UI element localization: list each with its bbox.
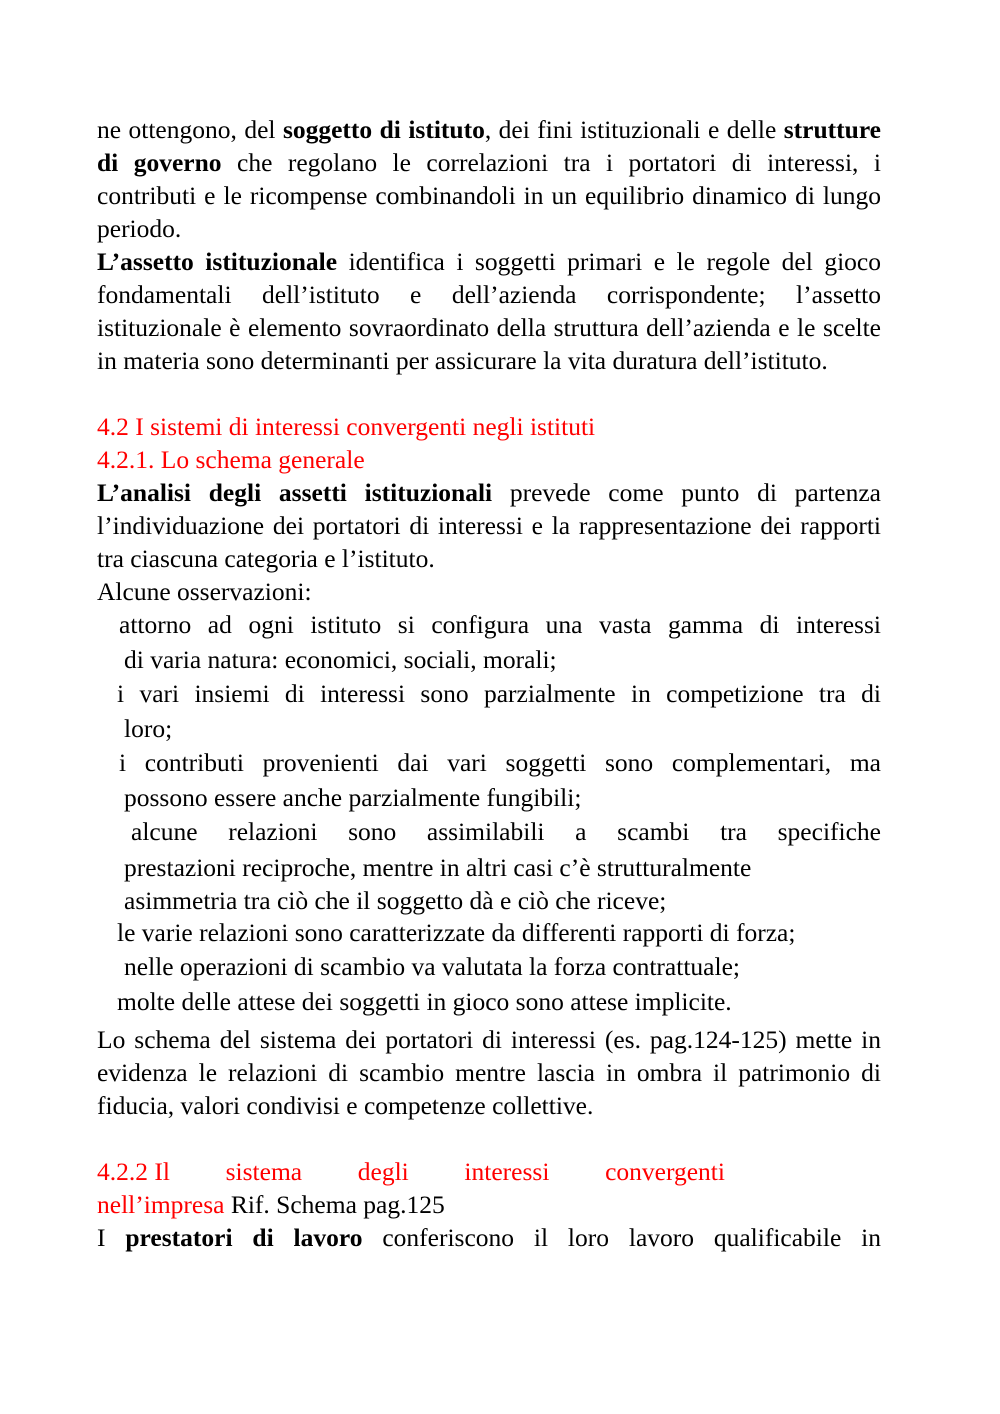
text: conferiscono il loro lavoro qualificabile in [362,1223,881,1252]
observations-label: Alcune osservazioni: [97,577,312,606]
spacer [97,1122,881,1155]
observations-list [97,608,881,1019]
list-item [97,950,881,985]
list-item-continuation [97,781,881,816]
paragraph-intro [97,113,881,245]
list-item-continuation [97,850,881,885]
spacer [97,377,881,410]
subsection-heading-4-2-2 [97,1155,725,1188]
heading-word: nell’impresa [97,1190,225,1219]
list-item-text: attorno ad ogni istituto si configura una vasta gamma di interessi [119,610,881,639]
list-item-text: le varie relazioni sono caratterizzate da differenti rapporti di forza; [117,917,796,947]
text: prevede come punto di partenza l’individuazione dei portatori di interessi e la rappresentazione dei rapporti tra ciascuna categoria e l’istituto. [97,478,881,573]
reference-text: Rif. Schema pag.125 [224,1190,445,1219]
list-item [97,916,881,951]
section-heading-4-2: 4.2 I sistemi di interessi convergenti negli istituti [97,412,596,441]
list-item [97,985,881,1020]
list-item [97,608,881,643]
document-page [97,113,881,1254]
bold-term: prestatori di lavoro [125,1223,363,1252]
subsection-heading-4-2-1: 4.2.1. Lo schema generale [97,445,365,474]
list-item-text: i vari insiemi di interessi sono parzialmente in competizione tra di [117,679,881,708]
bold-term: L’assetto istituzionale [97,247,338,276]
list-item-text: possono essere anche parzialmente fungibili; [124,782,582,812]
heading-word: sistema [225,1157,303,1186]
text: identifica i soggetti primari e le regole del gioco fondamentali dell’istituto e dell’azienda corrispondente; l’assetto istituzionale è elemento sovraordinato della struttura dell’azienda e le scelte in materia sono determinanti per assicurare la vita duratura dell’istituto. [97,247,881,375]
bold-term: L’analisi degli assetti istituzionali [97,478,493,507]
list-item-text: di varia natura: economici, sociali, morali; [124,644,557,674]
bold-term: soggetto di istituto [282,115,485,144]
list-item-continuation [97,643,881,678]
list-item [97,815,881,850]
text: ne ottengono, del [97,115,283,144]
list-item-text: alcune relazioni sono assimilabili a scambi tra specifiche [131,817,881,846]
list-item-text: prestazioni reciproche, mentre in altri casi c’è strutturalmente [124,852,752,882]
list-item-text: loro; [124,713,173,743]
bold-term: strutture di governo [97,115,881,177]
list-item [97,677,881,712]
text: I [97,1223,126,1252]
heading-word: interessi [464,1157,550,1186]
list-item-continuation [97,712,881,747]
list-item-continuation [97,885,881,916]
heading-word: convergenti [605,1157,725,1186]
heading-word: 4.2.2 Il [97,1157,170,1186]
heading-word: degli [357,1157,409,1186]
list-item-text: i contributi provenienti dai vari soggetti sono complementari, ma [119,748,881,777]
list-item-text: molte delle attese dei soggetti in gioco sono attese implicite. [117,986,732,1016]
paragraph-analisi [97,476,881,575]
list-item [97,746,881,781]
subsection-heading-4-2-2-line2 [97,1188,881,1221]
text: , dei fini istituzionali e delle [484,115,784,144]
paragraph-prestatori [97,1221,881,1254]
list-item-text: asimmetria tra ciò che il soggetto dà e ciò che riceve; [124,885,667,915]
text: che regolano le correlazioni tra i portatori di interessi, i contributi e le ricompense combinandoli in un equilibrio dinamico di lungo periodo. [97,148,881,243]
paragraph-schema: Lo schema del sistema dei portatori di interessi (es. pag.124-125) mette in evidenza le relazioni di scambio mentre lascia in ombra il patrimonio di fiducia, valori condivisi e competenze collettive. [97,1025,881,1120]
paragraph-assetto [97,245,881,377]
list-item-text: nelle operazioni di scambio va valutata la forza contrattuale; [124,952,740,981]
